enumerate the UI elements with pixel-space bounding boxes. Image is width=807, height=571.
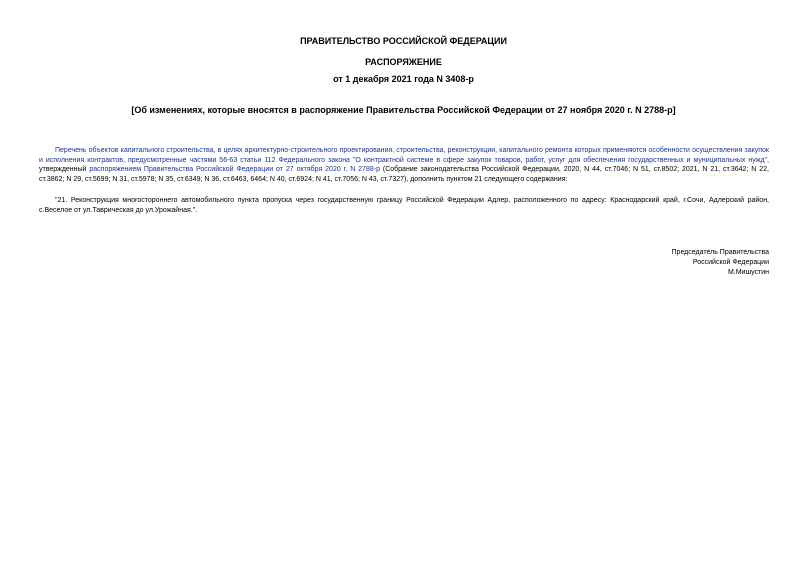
- decree-link[interactable]: распоряжением Правительства Российской Федерации от 27 октября 2020 г. N 2788-р: [89, 166, 380, 173]
- document-title: [Об изменениях, которые вносятся в распоряжение Правительства Российской Федерации от 27 ноября 2020 г. N 2788-р]: [131, 105, 676, 115]
- date-number-heading: от 1 декабря 2021 года N 3408-р: [333, 74, 474, 84]
- list-link[interactable]: Перечень объектов капитального строительства, в целях архитектурно-строительного проектирования, строительства, реконструкции, капитального ремонта которых применяются особенности осуществления закупок и исполнения контрактов, предусмотренные частями 56-63 статьи 112 Федерального закона "О контрактной системе в сфере закупок товаров, работ, услуг для обеспечения государственных и муниципальных нужд": [39, 147, 769, 164]
- body-paragraph-2: "21. Реконструкция многостороннего автомобильного пункта пропуска через государственную границу Российской Федерации Адлер, расположенного по адресу: Краснодарский край, г.Сочи, Адлерский район, с.Веселое от ул.Таврическая до ул.Урожайная.".: [39, 197, 769, 214]
- paragraph-text: , утвержденный: [39, 156, 769, 173]
- government-heading: ПРАВИТЕЛЬСТВО РОССИЙСКОЙ ФЕДЕРАЦИИ: [300, 36, 507, 46]
- document-type-heading: РАСПОРЯЖЕНИЕ: [365, 57, 442, 67]
- signature-position: Председатель Правительства: [671, 249, 769, 256]
- body-paragraph-1: [39, 146, 769, 184]
- signature-position-cont: Российской Федерации: [692, 259, 769, 266]
- paragraph-text: (Собрание законодательства Российской Федерации, 2020, N 44, ст.7046; N 51, ст.8502; 2021, N 21, ст.3642; N 22, ст.3862; N 29, ст.5699; N 31, ст.5978; N 35, ст.6349; N 36, ст.6463, 6464; N 40, ст.6924; N 41, ст.7056; N 43, ст.7327), дополнить пунктом 21 следующего содержания:: [39, 166, 770, 183]
- signature-name: М.Мишустин: [727, 269, 769, 276]
